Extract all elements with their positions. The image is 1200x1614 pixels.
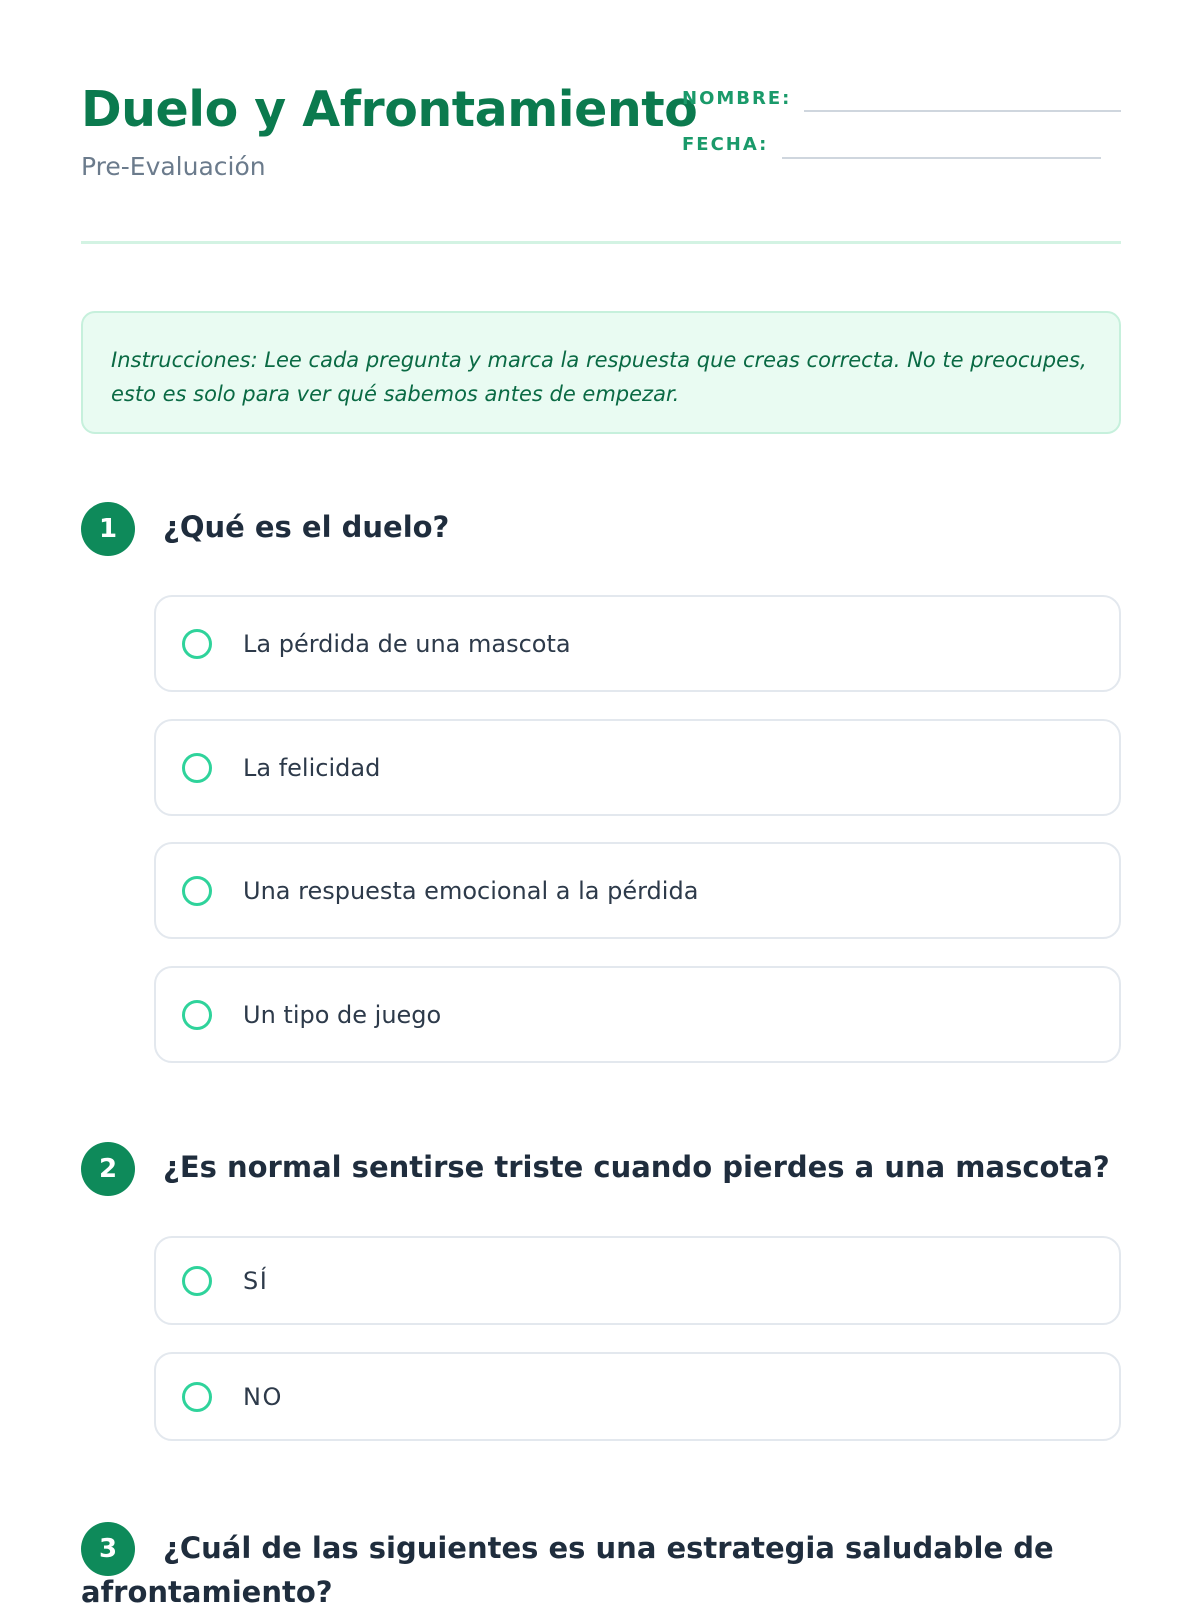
question-text: ¿Es normal sentirse triste cuando pierdes a una mascota? [163, 1150, 1110, 1184]
answer-option[interactable] [154, 966, 1121, 1063]
answer-option-label: La felicidad [243, 753, 381, 782]
radio-button[interactable] [182, 1266, 212, 1296]
answer-option-label: Una respuesta emocional a la pérdida [243, 876, 699, 905]
header [81, 0, 1121, 245]
question-text: ¿Qué es el duelo? [163, 510, 450, 544]
radio-button[interactable] [182, 1382, 212, 1412]
question-number-badge: 2 [81, 1142, 135, 1196]
question-text: ¿Cuál de las siguientes es una estrategia saludable de afrontamiento? [81, 1531, 1054, 1609]
name-label: NOMBRE: [682, 88, 792, 109]
answer-option-label: SÍ [243, 1266, 269, 1295]
page-subtitle: Pre-Evaluación [81, 152, 266, 181]
answer-option-label: La pérdida de una mascota [243, 629, 571, 658]
radio-button[interactable] [182, 629, 212, 659]
date-field[interactable] [782, 157, 1101, 159]
page-title: Duelo y Afrontamiento [81, 81, 698, 138]
date-label: FECHA: [682, 134, 769, 155]
worksheet-page [81, 0, 1121, 1609]
instructions-box: Instrucciones: Lee cada pregunta y marca la respuesta que creas correcta. No te preocupes, esto es solo para ver qué sabemos antes de empezar. [81, 311, 1121, 434]
radio-button[interactable] [182, 1000, 212, 1030]
question-number-badge: 3 [81, 1522, 135, 1576]
question-number-badge: 1 [81, 502, 135, 556]
answer-option[interactable] [154, 1352, 1121, 1441]
answer-option-label: Un tipo de juego [243, 1000, 442, 1029]
answer-option[interactable] [154, 719, 1121, 816]
name-field[interactable] [804, 110, 1121, 112]
answer-option-label: NO [243, 1382, 283, 1411]
answer-option[interactable] [154, 1236, 1121, 1325]
answer-option[interactable] [154, 595, 1121, 692]
answer-option[interactable] [154, 842, 1121, 939]
radio-button[interactable] [182, 753, 212, 783]
header-divider [81, 241, 1121, 244]
radio-button[interactable] [182, 876, 212, 906]
